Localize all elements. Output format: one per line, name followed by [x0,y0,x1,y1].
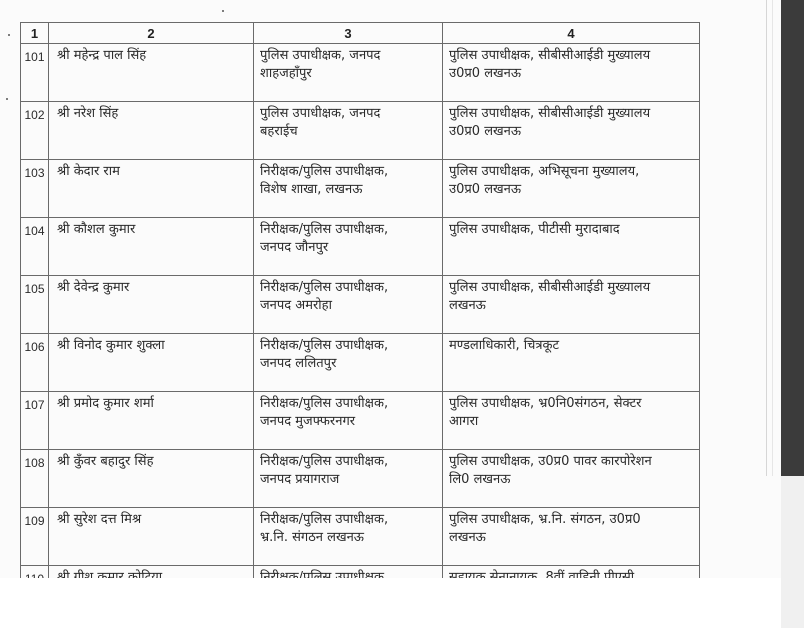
current-post-line: शाहजहाँपुर [260,66,312,81]
column-header-current-post: 3 [254,23,443,44]
serial-number-cell: 101 [21,44,49,102]
new-post-cell [443,276,700,334]
current-post-line: निरीक्षक/पुलिस उपाधीक्षक, [260,222,389,237]
officer-name-cell: श्री कुँवर बहादुर सिंह [49,450,254,508]
table-row [21,276,700,334]
officer-name-cell: श्री महेन्द्र पाल सिंह [49,44,254,102]
new-post-line: लखनऊ [449,530,486,545]
current-post-line: निरीक्षक/पुलिस उपाधीक्षक, [260,396,389,411]
current-post-line: जनपद अमरोहा [260,298,332,313]
table-row [21,160,700,218]
current-post-line: विशेष शाखा, लखनऊ [260,182,363,197]
current-post-line: पुलिस उपाधीक्षक, जनपद [260,48,381,63]
current-post-cell [254,276,443,334]
current-post-line: निरीक्षक/पुलिस उपाधीक्षक, [260,164,389,179]
serial-number-cell: 104 [21,218,49,276]
current-post-line: जनपद मुजफ्फरनगर [260,414,356,429]
table-row [21,102,700,160]
table-row [21,218,700,276]
scan-speck [8,34,10,36]
table-body [21,44,700,611]
new-post-cell [443,334,700,392]
serial-number-cell: 106 [21,334,49,392]
table-row [21,450,700,508]
new-post-cell [443,508,700,566]
current-post-line: निरीक्षक/पुलिस उपाधीक्षक, [260,338,389,353]
table-header-row [21,23,700,44]
new-post-cell [443,450,700,508]
new-post-line: पुलिस उपाधीक्षक, उ0प्र0 पावर कारपोरेशन [449,454,652,469]
current-post-cell [254,508,443,566]
new-post-line: मण्डलाधिकारी, चित्रकूट [449,338,560,353]
officer-name-cell: श्री देवेन्द्र कुमार [49,276,254,334]
page-edge-line [766,0,767,476]
current-post-cell [254,450,443,508]
new-post-line: उ0प्र0 लखनऊ [449,124,522,139]
new-post-cell [443,160,700,218]
viewer-side-panel [781,476,804,628]
new-post-line: लखनऊ [449,298,486,313]
current-post-line: पुलिस उपाधीक्षक, जनपद [260,106,381,121]
current-post-line: बहराईच [260,124,298,139]
new-post-line: पुलिस उपाधीक्षक, भ्र.नि. संगठन, उ0प्र0 [449,512,641,527]
table-row [21,392,700,450]
serial-number-cell: 109 [21,508,49,566]
new-post-line: पुलिस उपाधीक्षक, सीबीसीआईडी मुख्यालय [449,48,651,63]
current-post-line: निरीक्षक/पुलिस उपाधीक्षक, [260,280,389,295]
new-post-cell [443,102,700,160]
new-post-line: पुलिस उपाधीक्षक, सीबीसीआईडी मुख्यालय [449,280,651,295]
column-header-name: 2 [49,23,254,44]
current-post-line: निरीक्षक/पुलिस उपाधीक्षक, [260,454,389,469]
officer-name-cell: श्री सुरेश दत्त मिश्र [49,508,254,566]
new-post-line: उ0प्र0 लखनऊ [449,182,522,197]
current-post-cell [254,218,443,276]
current-post-cell [254,334,443,392]
officer-name-cell: श्री कौशल कुमार [49,218,254,276]
new-post-line: पुलिस उपाधीक्षक, पीटीसी मुरादाबाद [449,222,620,237]
current-post-line: भ्र.नि. संगठन लखनऊ [260,530,364,545]
serial-number-cell: 102 [21,102,49,160]
officer-name-cell: श्री नरेश सिंह [49,102,254,160]
new-post-line: उ0प्र0 लखनऊ [449,66,522,81]
new-post-line: लि0 लखनऊ [449,472,511,487]
current-post-cell [254,392,443,450]
officer-name-cell: श्री प्रमोद कुमार शर्मा [49,392,254,450]
current-post-cell [254,160,443,218]
column-header-serial: 1 [21,23,49,44]
new-post-cell [443,218,700,276]
new-post-line: पुलिस उपाधीक्षक, अभिसूचना मुख्यालय, [449,164,640,179]
transfer-table [20,22,700,610]
serial-number-cell: 105 [21,276,49,334]
current-post-line: जनपद ललितपुर [260,356,337,371]
serial-number-cell: 107 [21,392,49,450]
page-edge-line [772,0,773,476]
new-post-line: पुलिस उपाधीक्षक, भ्र0नि0संगठन, सेक्टर [449,396,642,411]
current-post-line: जनपद जौनपुर [260,240,329,255]
new-post-line: आगरा [449,414,479,429]
officer-name-cell: श्री केदार राम [49,160,254,218]
serial-number-cell: 103 [21,160,49,218]
table-row [21,508,700,566]
page-bottom-margin [0,578,781,628]
new-post-line: पुलिस उपाधीक्षक, सीबीसीआईडी मुख्यालय [449,106,651,121]
current-post-cell [254,102,443,160]
column-header-new-post: 4 [443,23,700,44]
officer-name-cell: श्री विनोद कुमार शुक्ला [49,334,254,392]
viewer-dark-border [781,0,804,476]
table-row [21,334,700,392]
table-row [21,44,700,102]
current-post-line: जनपद प्रयागराज [260,472,340,487]
serial-number-cell: 108 [21,450,49,508]
new-post-cell [443,44,700,102]
current-post-cell [254,44,443,102]
current-post-line: निरीक्षक/पुलिस उपाधीक्षक, [260,512,389,527]
scan-speck [222,10,224,12]
new-post-cell [443,392,700,450]
scan-speck [6,98,8,100]
